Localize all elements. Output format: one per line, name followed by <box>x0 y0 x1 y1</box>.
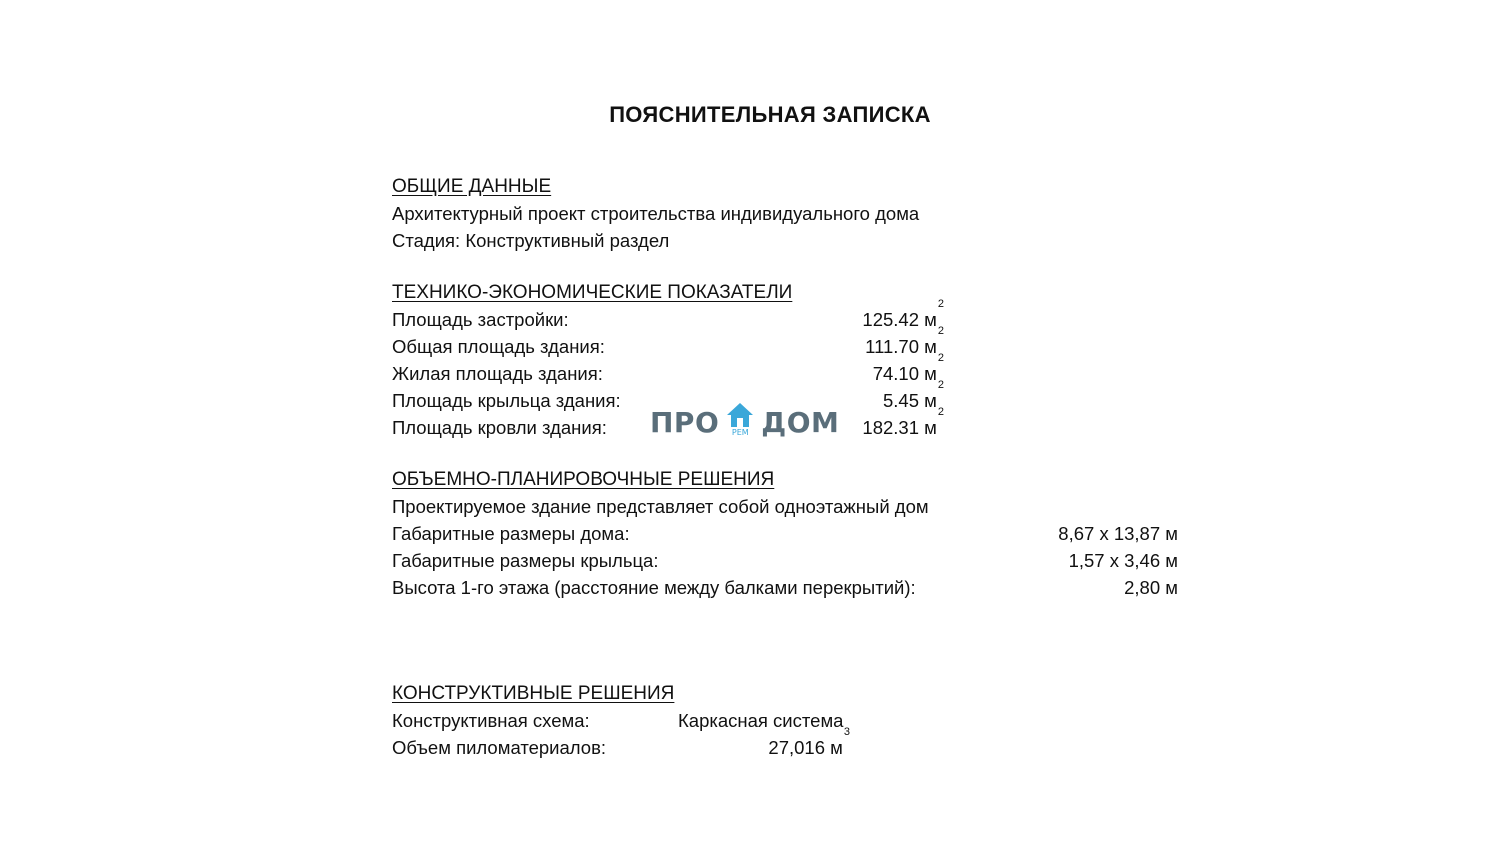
section-heading-opr: ОБЪЕМНО-ПЛАНИРОВОЧНЫЕ РЕШЕНИЯ <box>392 469 775 490</box>
watermark-sub-text: РЕМ <box>731 428 749 437</box>
tep-label: Площадь кровли здания: <box>392 417 607 438</box>
tep-label: Площадь застройки: <box>392 309 569 330</box>
tep-value: 111.70 $м^2$ <box>865 325 944 357</box>
tep-value: 125.42 $м^2$ <box>862 298 944 330</box>
general-line-project: Архитектурный проект строительства индивидуального дома <box>392 203 920 224</box>
opr-intro: Проектируемое здание представляет собой одноэтажный дом <box>392 496 929 517</box>
opr-value: 8,67 x 13,87 м <box>1058 523 1178 544</box>
kr-value: 27,016 $м^3$ <box>768 726 850 758</box>
section-heading-tep: ТЕХНИКО-ЭКОНОМИЧЕСКИЕ ПОКАЗАТЕЛИ <box>392 282 793 303</box>
tep-label: Жилая площадь здания: <box>392 363 603 384</box>
opr-row <box>392 574 1178 601</box>
tep-value: 5.45 $м^2$ <box>883 379 944 411</box>
section-heading-general: ОБЩИЕ ДАННЫЕ <box>392 176 552 197</box>
kr-label: Конструктивная схема: <box>392 710 590 731</box>
general-line-stage: Стадия: Конструктивный раздел <box>392 230 670 251</box>
document-title: ПОЯСНИТЕЛЬНАЯ ЗАПИСКА <box>609 102 931 127</box>
tep-label: Общая площадь здания: <box>392 336 605 357</box>
opr-value: 1,57 x 3,46 м <box>1068 550 1178 571</box>
opr-label: Высота 1-го этажа (расстояние между балками перекрытий): <box>392 577 916 598</box>
section-opr <box>392 467 1178 601</box>
house-icon <box>725 402 755 442</box>
tep-row <box>392 298 944 333</box>
opr-value: 2,80 м <box>1124 577 1178 598</box>
tep-row <box>392 352 944 387</box>
watermark-logo <box>650 400 839 444</box>
watermark-left-text: ПРО <box>650 405 720 439</box>
opr-label: Габаритные размеры дома: <box>392 523 630 544</box>
opr-label: Габаритные размеры крыльца: <box>392 550 659 571</box>
watermark-right-text: ДОМ <box>761 405 840 439</box>
tep-value: 74.10 $м^2$ <box>872 352 944 384</box>
section-kr <box>392 681 850 761</box>
kr-row <box>392 726 850 761</box>
opr-row <box>392 520 1178 547</box>
section-general <box>392 174 919 254</box>
tep-value: 182.31 $м^2$ <box>862 406 944 438</box>
kr-value: Каркасная система <box>678 710 844 731</box>
tep-label: Площадь крыльца здания: <box>392 390 621 411</box>
kr-row <box>392 707 844 734</box>
section-heading-kr: КОНСТРУКТИВНЫЕ РЕШЕНИЯ <box>392 683 675 704</box>
kr-label: Объем пиломатериалов: <box>392 737 607 758</box>
tep-row <box>392 325 944 360</box>
opr-row <box>392 547 1178 574</box>
